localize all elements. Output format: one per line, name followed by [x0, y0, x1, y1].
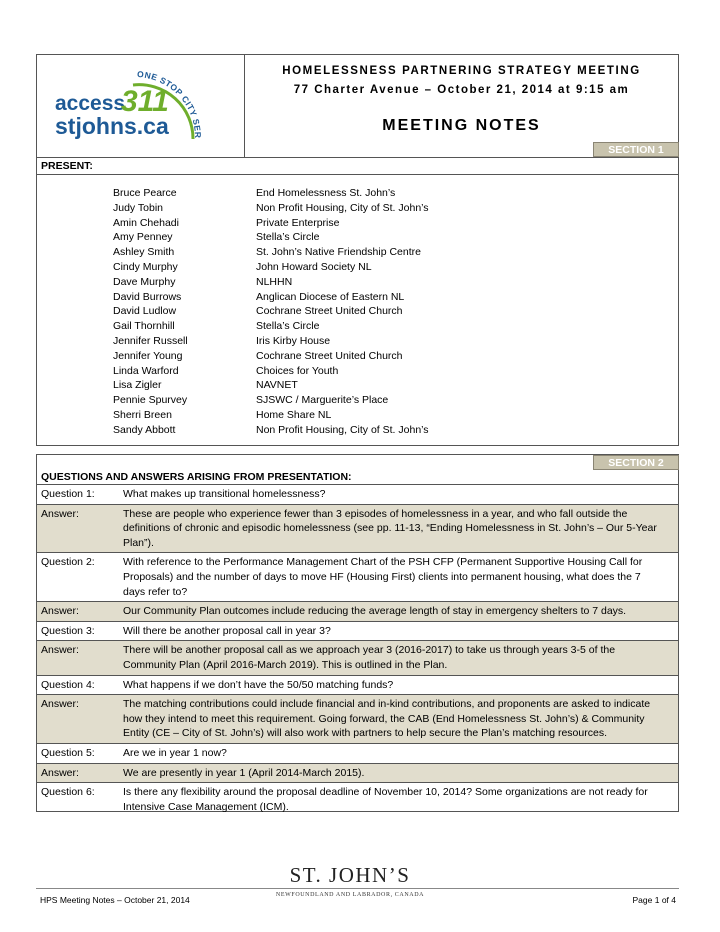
attendee-name: Lisa Zigler [113, 379, 162, 392]
meeting-title: HOMELESSNESS PARTNERING STRATEGY MEETING [282, 65, 641, 77]
attendee-name: Ashley Smith [113, 246, 175, 259]
question-row [37, 622, 678, 642]
footer-document-name: HPS Meeting Notes – October 21, 2014 [40, 895, 190, 905]
qa-text: We are presently in year 1 (April 2014-March 2015). [123, 766, 365, 779]
qa-label: Question 6: [41, 786, 95, 799]
attendee-name: Jennifer Russell [113, 334, 188, 347]
attendee-organization: Private Enterprise [256, 216, 340, 229]
attendee-row [113, 349, 429, 364]
attendee-row [113, 319, 429, 334]
question-row [37, 485, 678, 505]
qa-label: Question 1: [41, 488, 95, 500]
footer-logo-subtext: NEWFOUNDLAND AND LABRADOR, CANADA [275, 892, 425, 898]
qa-label: Answer: [41, 644, 79, 657]
footer-divider [36, 888, 679, 889]
attendee-organization: Non Profit Housing, City of St. John’s [256, 423, 429, 436]
answer-row [37, 641, 678, 675]
qa-text: Our Community Plan outcomes include reducing the average length of stay in emergency shelters to 7 days. [123, 605, 627, 618]
attendee-row [113, 201, 429, 216]
attendee-organization: NLHHN [256, 275, 293, 288]
qa-label: Answer: [41, 698, 79, 711]
qa-label: Question 3: [41, 624, 95, 637]
section-2-tag: SECTION 2 [593, 455, 679, 470]
question-row [37, 676, 678, 696]
logo-ring-text: ONE STOP CITY SER [136, 68, 204, 139]
answer-row [37, 695, 678, 744]
attendee-organization: SJSWC / Marguerite’s Place [256, 394, 389, 407]
attendee-organization: Home Share NL [256, 408, 332, 421]
attendee-name: Judy Tobin [113, 201, 164, 214]
attendee-organization: Stella’s Circle [256, 231, 320, 244]
attendee-name: Bruce Pearce [113, 187, 177, 199]
attendee-name: Dave Murphy [113, 275, 176, 288]
present-heading: PRESENT: [37, 158, 678, 175]
qa-label: Answer: [41, 605, 79, 618]
answer-row [37, 764, 678, 784]
attendee-name: Sandy Abbott [113, 423, 176, 436]
logo-access-text: access [55, 92, 126, 115]
attendee-name: Linda Warford [113, 364, 179, 377]
qa-text: Is there any flexibility around the proposal deadline of November 10, 2014? Some organizations are not ready for Intensive Case Management (ICM). [123, 786, 648, 813]
qa-label: Answer: [41, 766, 79, 779]
logo-domain-text: stjohns.ca [55, 113, 169, 139]
qa-label: Question 5: [41, 746, 95, 759]
attendee-name: Sherri Breen [113, 408, 172, 421]
attendee-name: David Ludlow [113, 305, 177, 318]
meeting-notes-title: MEETING NOTES [382, 117, 541, 134]
attendee-organization: John Howard Society NL [256, 260, 372, 273]
attendee-row [113, 216, 429, 231]
st-johns-logo-graphic [262, 862, 438, 902]
attendee-organization: Choices for Youth [256, 364, 339, 377]
qa-label: Question 4: [41, 678, 95, 691]
attendee-row [113, 245, 429, 260]
qa-text: These are people who experience fewer than 3 episodes of homelessness in a year, and who fall outside the definitions of chronic and episodic homelessness (see pp. 11-13, “Ending Homelessness in St. John’s – Our 5-Year Plan”). [123, 507, 657, 549]
attendee-row [113, 260, 429, 275]
attendee-row [113, 334, 429, 349]
attendee-row [113, 378, 429, 393]
qa-label: Question 2: [41, 556, 95, 569]
attendee-row [113, 290, 429, 305]
access311-logo-graphic [37, 55, 245, 165]
qa-text: There will be another proposal call as we approach year 3 (2016-2017) to take us through years 3-5 of the Community Plan (April 2016-March 2019). This is outlined in the Plan. [123, 644, 616, 671]
qa-section [36, 454, 679, 812]
question-row [37, 553, 678, 602]
attendee-row [113, 393, 429, 408]
question-row [37, 744, 678, 764]
attendee-row [113, 186, 429, 201]
attendee-organization: Non Profit Housing, City of St. John’s [256, 201, 429, 214]
attendee-name: Cindy Murphy [113, 260, 178, 273]
section-1-tag: SECTION 1 [593, 142, 679, 157]
qa-label: Answer: [41, 507, 79, 520]
meeting-subtitle: 77 Charter Avenue – October 21, 2014 at 9:15 am [293, 84, 630, 96]
attendee-organization: End Homelessness St. John’s [256, 187, 396, 199]
present-section [36, 157, 679, 446]
qa-heading: QUESTIONS AND ANSWERS ARISING FROM PRESENTATION: [37, 470, 678, 485]
attendee-row [113, 423, 429, 438]
footer-page-number: Page 1 of 4 [632, 895, 676, 905]
attendee-organization: Stella’s Circle [256, 320, 320, 333]
access311-logo [37, 55, 245, 163]
attendee-organization: NAVNET [256, 379, 298, 392]
attendee-name: Gail Thornhill [113, 320, 175, 333]
attendee-name: Pennie Spurvey [113, 394, 188, 407]
header-box [36, 54, 679, 164]
attendee-row [113, 304, 429, 319]
attendee-organization: St. John’s Native Friendship Centre [256, 246, 421, 259]
qa-text: With reference to the Performance Management Chart of the PSH CFP (Permanent Supportive Housing Call for Proposals) and the number of days to move HF (Housing First) clients into permanent housing, what does the 7 days refer to? [123, 556, 643, 598]
attendee-organization: Iris Kirby House [256, 334, 331, 347]
qa-text: Are we in year 1 now? [123, 746, 227, 759]
footer-logo-text: ST. JOHN’S [289, 863, 411, 887]
question-row [37, 783, 678, 816]
attendee-name: Amy Penney [113, 231, 173, 244]
attendee-organization: Cochrane Street United Church [256, 349, 403, 362]
attendee-row [113, 364, 429, 379]
attendee-name: Jennifer Young [113, 349, 183, 362]
qa-rows [37, 485, 678, 816]
attendee-row [113, 408, 429, 423]
answer-row [37, 602, 678, 622]
st-johns-footer-logo [262, 862, 438, 902]
attendee-row [113, 230, 429, 245]
attendee-row [113, 275, 429, 290]
answer-row [37, 505, 678, 554]
qa-text: Will there be another proposal call in year 3? [123, 624, 331, 637]
qa-text: What makes up transitional homelessness? [123, 488, 326, 500]
attendee-name: David Burrows [113, 290, 182, 303]
logo-311-text: 311 [121, 85, 169, 118]
attendee-organization: Anglican Diocese of Eastern NL [256, 290, 405, 303]
qa-text: What happens if we don’t have the 50/50 matching funds? [123, 678, 394, 691]
attendee-list [113, 186, 429, 438]
qa-text: The matching contributions could include financial and in-kind contributions, and proponents are asked to indicate how they intend to meet this requirement. Going forward, the CAB (End Homelessness St. John’s) & Community Entity (CE – City of St. John’s) will also work with partners to help secure the Plan’s matching resources. [123, 698, 651, 740]
attendee-name: Amin Chehadi [113, 216, 179, 229]
attendee-organization: Cochrane Street United Church [256, 305, 403, 318]
